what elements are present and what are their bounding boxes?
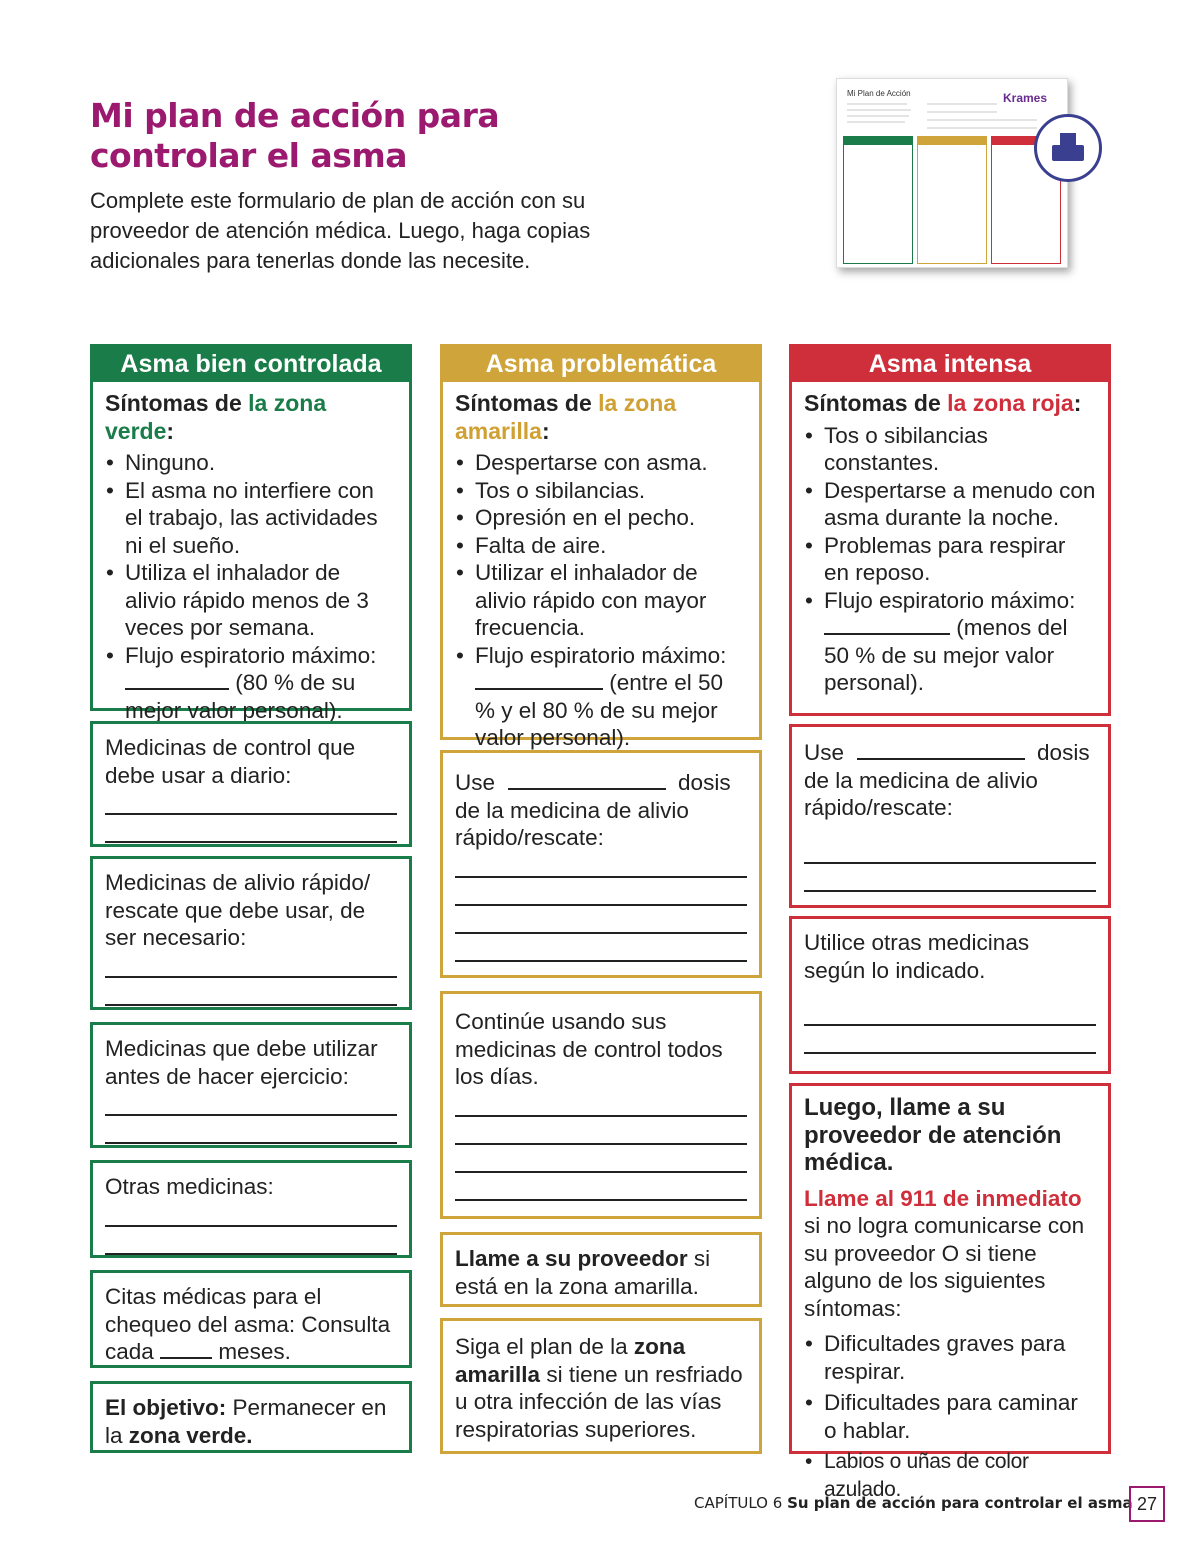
- list-item: • Falta de aire.: [455, 532, 747, 560]
- write-line[interactable]: [105, 976, 397, 978]
- green-symptoms-box: [90, 380, 412, 723]
- peak-flow-blank[interactable]: [475, 670, 603, 690]
- list-item: • Dificultades para caminar o hablar.: [804, 1389, 1096, 1444]
- yellow-call-box: Llame a su proveedor si está en la zona amarilla.: [440, 1232, 762, 1307]
- form-thumbnail[interactable]: [836, 78, 1068, 268]
- green-symptoms-list: [105, 449, 397, 724]
- write-line[interactable]: [105, 813, 397, 815]
- red-emergency-box: [789, 1083, 1111, 1501]
- green-goal-box: El objetivo: Permanecer en la zona verde.: [90, 1381, 412, 1453]
- thumbnail-line: [927, 111, 997, 113]
- list-item: • Dificultades graves para respirar.: [804, 1330, 1096, 1385]
- thumbnail-line: [927, 103, 997, 105]
- write-line[interactable]: [455, 1143, 747, 1145]
- list-item: • Labios o uñas de color azulado.: [804, 1448, 1096, 1503]
- goal-label: El objetivo:: [105, 1395, 227, 1420]
- write-line[interactable]: [105, 1142, 397, 1144]
- green-checkup-box: Citas médicas para el chequeo del asma: Consulta cada meses.: [90, 1270, 412, 1368]
- thumbnail-line: [927, 119, 1037, 121]
- thumbnail-line: [847, 109, 911, 111]
- yellow-symptoms-title: Síntomas de la zona amarilla:: [455, 390, 677, 444]
- print-button[interactable]: [1034, 114, 1102, 182]
- green-zone-header: Asma bien controlada: [90, 344, 412, 382]
- green-symptoms-title: Síntomas de la zona verde:: [105, 390, 327, 444]
- control-meds-label: Medicinas de control que debe usar a diario:: [105, 735, 356, 788]
- krames-logo: Krames: [1003, 91, 1048, 105]
- call-provider-label: Llame a su proveedor: [455, 1246, 688, 1271]
- rescue-med-label: de la medicina de alivio rápido/rescate:: [804, 767, 1038, 820]
- write-line[interactable]: [455, 1171, 747, 1173]
- page-number: 27: [1129, 1486, 1165, 1522]
- write-line[interactable]: [455, 960, 747, 962]
- title-line-2: controlar el asma: [90, 136, 408, 175]
- red-symptoms-title: Síntomas de la zona roja:: [804, 390, 1082, 416]
- list-item: • Tos o sibilancias.: [455, 477, 747, 505]
- continue-meds-label: Continúe usando sus medicinas de control todos los días.: [455, 1009, 723, 1089]
- yellow-use-dose-box: [440, 750, 762, 978]
- write-line[interactable]: [105, 841, 397, 843]
- thumbnail-green-column: [843, 144, 913, 264]
- title-line-1: Mi plan de acción para: [90, 96, 500, 135]
- list-item: • Flujo espiratorio máximo: (80 % de su mejor valor personal).: [105, 642, 397, 725]
- thumbnail-title: Mi Plan de Acción: [847, 89, 911, 98]
- dose-blank[interactable]: [508, 770, 666, 790]
- green-rescue-meds-box: [90, 856, 412, 1010]
- green-exercise-meds-box: [90, 1022, 412, 1148]
- write-line[interactable]: [455, 1199, 747, 1201]
- call-911-text: Llame al 911 de inmediato si no logra comunicarse con su proveedor O si tiene alguno de los siguientes síntomas:: [804, 1185, 1085, 1321]
- page-title: [90, 96, 650, 176]
- thumbnail-line: [847, 115, 909, 117]
- yellow-symptoms-list: [455, 449, 747, 752]
- red-zone-header: Asma intensa: [789, 344, 1111, 382]
- exercise-meds-label: Medicinas que debe utilizar antes de hacer ejercicio:: [105, 1036, 378, 1089]
- write-line[interactable]: [455, 1115, 747, 1117]
- green-other-meds-box: [90, 1160, 412, 1258]
- peak-flow-blank[interactable]: [824, 615, 950, 635]
- list-item: • El asma no interfiere con el trabajo, las actividades ni el sueño.: [105, 477, 397, 560]
- chapter-footer: CAPÍTULO 6 Su plan de acción para controlar el asma: [694, 1494, 1133, 1512]
- list-item: • Utilizar el inhalador de alivio rápido con mayor frecuencia.: [455, 559, 747, 642]
- write-line[interactable]: [455, 932, 747, 934]
- write-line[interactable]: [804, 1024, 1096, 1026]
- checkup-months-blank[interactable]: [160, 1339, 212, 1359]
- rescue-meds-label: Medicinas de alivio rápido/ rescate que debe usar, de ser necesario:: [105, 870, 371, 950]
- list-item: • Ninguno.: [105, 449, 397, 477]
- printer-icon: [1052, 133, 1084, 163]
- thumbnail-line: [847, 103, 907, 105]
- yellow-follow-plan-box: Siga el plan de la zona amarilla si tiene un resfriado u otra infección de las vías respiratorias superiores.: [440, 1318, 762, 1454]
- emergency-symptoms-list: [804, 1330, 1096, 1503]
- checkup-label: Citas médicas para el chequeo del asma: Consulta cada: [105, 1284, 391, 1364]
- list-item: • Utiliza el inhalador de alivio rápido menos de 3 veces por semana.: [105, 559, 397, 642]
- dose-blank[interactable]: [857, 740, 1025, 760]
- write-line[interactable]: [804, 890, 1096, 892]
- yellow-continue-box: [440, 991, 762, 1219]
- yellow-zone-header: Asma problemática: [440, 344, 762, 382]
- list-item: • Flujo espiratorio máximo: (menos del 50 % de su mejor valor personal).: [804, 587, 1096, 697]
- use-dose-label: Use dosis: [455, 770, 731, 795]
- list-item: • Opresión en el pecho.: [455, 504, 747, 532]
- write-line[interactable]: [105, 1114, 397, 1116]
- green-control-meds-box: [90, 721, 412, 847]
- write-line[interactable]: [105, 1004, 397, 1006]
- rescue-med-label: de la medicina de alivio rápido/rescate:: [455, 797, 689, 850]
- list-item: • Problemas para respirar en reposo.: [804, 532, 1096, 587]
- write-line[interactable]: [804, 862, 1096, 864]
- other-meds-label: Utilice otras medicinas según lo indicado.: [804, 930, 1030, 983]
- yellow-symptoms-box: [440, 380, 762, 750]
- red-symptoms-box: [789, 380, 1111, 716]
- thumbnail-yellow-header: [917, 136, 987, 144]
- then-call-provider: Luego, llame a su proveedor de atención médica.: [804, 1094, 1062, 1176]
- intro-text: Complete este formulario de plan de acción con su proveedor de atención médica. Luego, haga copias adicionales para tenerlas donde las necesite.: [90, 188, 591, 273]
- list-item: • Despertarse con asma.: [455, 449, 747, 477]
- red-use-dose-box: [789, 724, 1111, 908]
- red-other-meds-box: [789, 916, 1111, 1074]
- write-line[interactable]: [105, 1253, 397, 1255]
- write-line[interactable]: [804, 1052, 1096, 1054]
- other-meds-label: Otras medicinas:: [105, 1174, 274, 1199]
- write-line[interactable]: [105, 1225, 397, 1227]
- thumbnail-yellow-column: [917, 144, 987, 264]
- use-dose-label: Use dosis: [804, 740, 1090, 765]
- list-item: • Despertarse a menudo con asma durante la noche.: [804, 477, 1096, 532]
- thumbnail-line: [927, 127, 1037, 129]
- write-line[interactable]: [455, 904, 747, 906]
- list-item: • Tos o sibilancias constantes.: [804, 422, 1096, 477]
- write-line[interactable]: [455, 876, 747, 878]
- peak-flow-blank[interactable]: [125, 670, 229, 690]
- red-symptoms-list: [804, 422, 1096, 697]
- thumbnail-line: [847, 121, 905, 123]
- thumbnail-green-header: [843, 136, 913, 144]
- list-item: • Flujo espiratorio máximo: (entre el 50 % y el 80 % de su mejor valor personal).: [455, 642, 747, 752]
